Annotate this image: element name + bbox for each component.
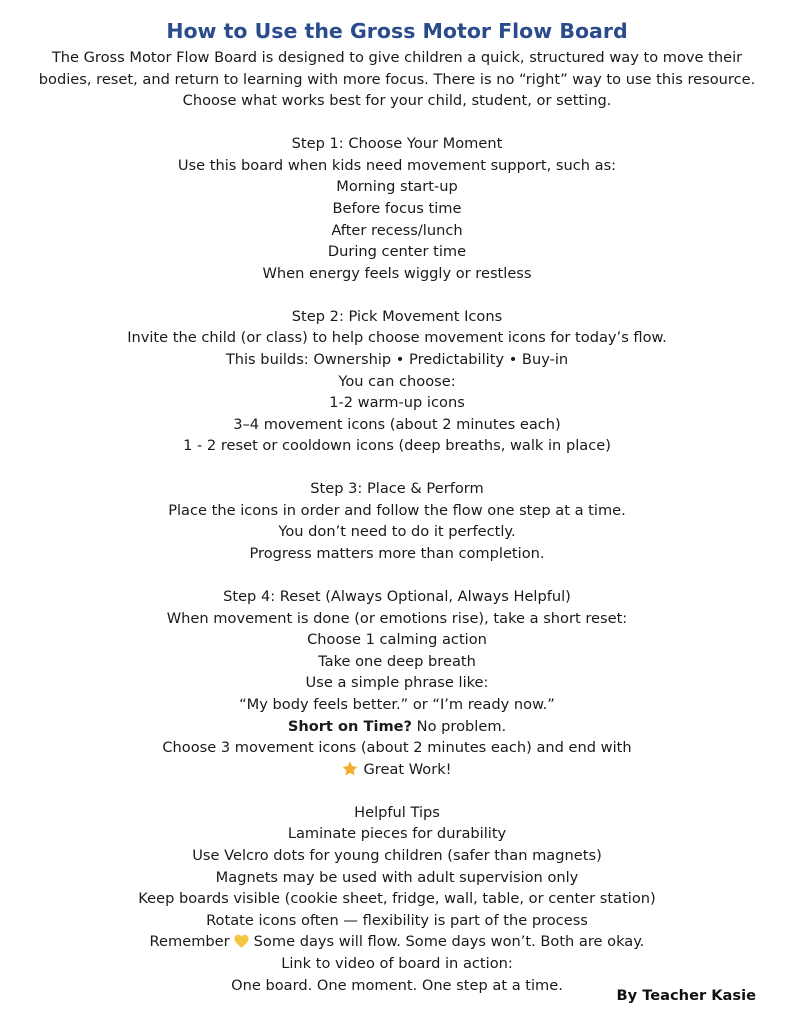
list-item: Rotate icons often — flexibility is part of the process <box>206 911 588 929</box>
list-item: During center time <box>327 243 467 261</box>
step3-heading: Step 3: Place & Perform <box>310 480 484 498</box>
author-byline: By Teacher Kasie <box>616 987 756 1004</box>
step3-line: Place the icons in order and follow the flow one step at a time. <box>168 501 626 519</box>
list-item: Laminate pieces for durability <box>287 825 507 843</box>
list-item: 1 - 2 reset or cooldown icons (deep breaths, walk in place) <box>183 437 611 455</box>
list-item: Keep boards visible (cookie sheet, fridge, wall, table, or center station) <box>138 890 656 908</box>
remember-label: Remember <box>149 933 230 951</box>
short-on-time-instruction: Choose 3 movement icons (about 2 minutes each) and end with <box>162 739 632 757</box>
list-item: When energy feels wiggly or restless <box>262 264 532 282</box>
heart-icon <box>234 934 249 948</box>
great-work-line <box>0 759 794 781</box>
remember-line <box>0 931 794 953</box>
list-item: 1-2 warm-up icons <box>329 394 465 412</box>
short-on-time-line <box>0 716 794 738</box>
step1-heading: Step 1: Choose Your Moment <box>291 135 503 153</box>
list-item: Choose 1 calming action <box>307 631 487 649</box>
document-body <box>0 47 794 996</box>
great-work-text: Great Work! <box>363 760 452 778</box>
list-item: Magnets may be used with adult supervision only <box>215 868 579 886</box>
list-item: Morning start-up <box>336 178 458 196</box>
list-item: Use Velcro dots for young children (safer than magnets) <box>192 846 602 864</box>
intro-line: The Gross Motor Flow Board is designed to give children a quick, structured way to move their <box>51 49 743 66</box>
step4-heading: Step 4: Reset (Always Optional, Always Helpful) <box>223 588 571 606</box>
list-item: After recess/lunch <box>331 221 463 239</box>
step3-line: You don’t need to do it perfectly. <box>278 523 516 541</box>
intro-line: bodies, reset, and return to learning with more focus. There is no “right” way to use this resource. <box>38 70 756 88</box>
video-link-line: Link to video of board in action: <box>281 954 513 972</box>
intro-line: Choose what works best for your child, student, or setting. <box>182 92 612 110</box>
list-item: 3–4 movement icons (about 2 minutes each) <box>233 415 561 433</box>
short-on-time-text: No problem. <box>416 717 507 735</box>
step3-line: Progress matters more than completion. <box>249 545 545 563</box>
closing-line: One board. One moment. One step at a time. <box>231 976 563 994</box>
star-icon <box>342 761 358 776</box>
list-item: Before focus time <box>332 199 462 217</box>
step4-lead: When movement is done (or emotions rise), take a short reset: <box>166 609 628 627</box>
step2-lead: Invite the child (or class) to help choose movement icons for today’s flow. <box>127 329 667 347</box>
step2-heading: Step 2: Pick Movement Icons <box>291 307 503 325</box>
list-item: Use a simple phrase like: <box>305 674 489 692</box>
step1-lead: Use this board when kids need movement support, such as: <box>177 156 617 174</box>
step2-choose: You can choose: <box>338 372 456 390</box>
tips-heading: Helpful Tips <box>354 803 440 821</box>
short-on-time-label: Short on Time? <box>287 717 413 735</box>
remember-text: Some days will flow. Some days won’t. Both are okay. <box>253 933 645 951</box>
page-title: How to Use the Gross Motor Flow Board <box>166 19 628 43</box>
list-item: Take one deep breath <box>318 652 476 670</box>
step2-builds: This builds: Ownership • Predictability • Buy-in <box>225 350 569 368</box>
list-item: “My body feels better.” or “I’m ready now.” <box>239 696 555 713</box>
